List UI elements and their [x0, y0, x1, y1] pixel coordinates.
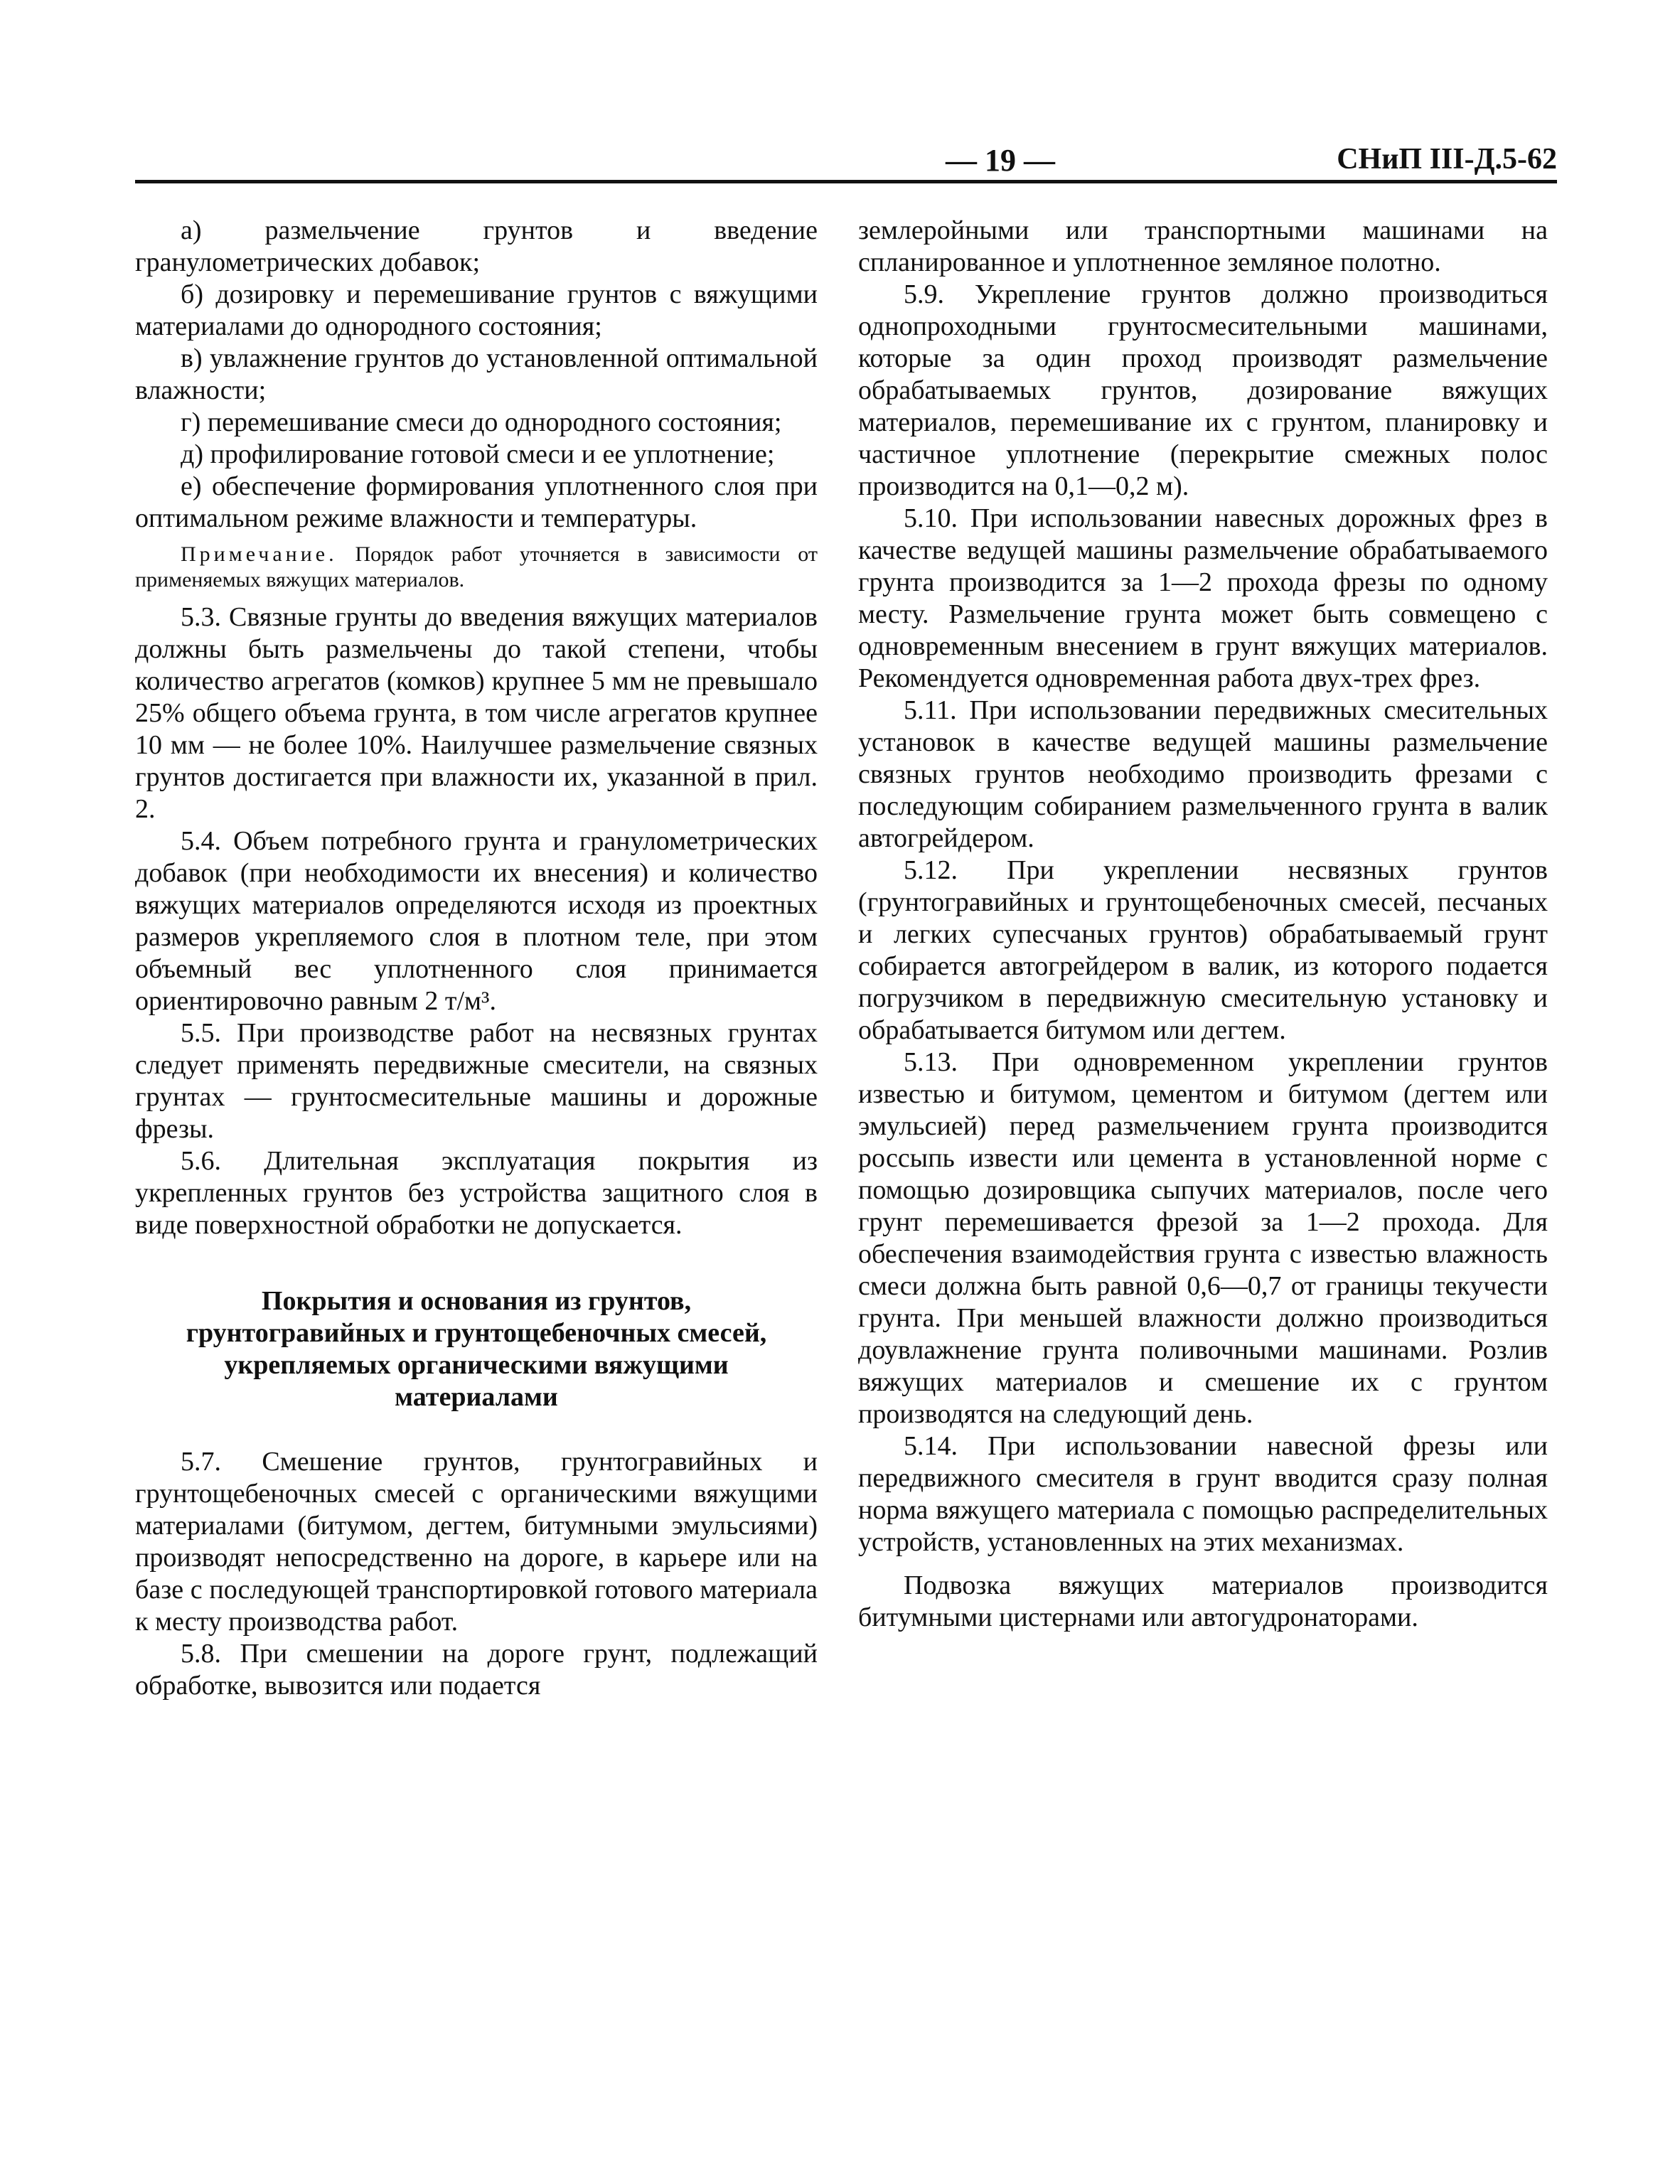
section-title-line: Покрытия и основания из грунтов,	[261, 1286, 692, 1316]
right-column	[858, 215, 1548, 1634]
note-label: Примечание.	[181, 542, 338, 566]
paragraph-5-6: 5.6. Длительная эксплуатация покрытия из укрепленных грунтов без устройства защитного слоя в виде поверхностной обработки не допускается.	[135, 1146, 818, 1240]
page-header	[135, 142, 1557, 185]
paragraph-5-8: 5.8. При смешении на дороге грунт, подлежащий обработке, вывозится или подается	[135, 1639, 818, 1701]
list-item: е) обеспечение формирования уплотненного слоя при оптимальном режиме влажности и температуры.	[135, 471, 818, 533]
list-item: г) перемешивание смеси до однородного состояния;	[181, 407, 782, 437]
section-title-line: укрепляемых органическими вяжущими	[224, 1350, 729, 1380]
list-item: в) увлажнение грунтов до установленной оптимальной влажности;	[135, 343, 818, 405]
paragraph-5-5: 5.5. При производстве работ на несвязных грунтах следует применять передвижные смесители, на связных грунтах — грунтосмесительные машины и дорожные фрезы.	[135, 1018, 818, 1144]
paragraph-5-14: 5.14. При использовании навесной фрезы или передвижного смесителя в грунт вводится сразу полная норма вяжущего материала с помощью распределительных устройств, установленных на этих механизмах.	[858, 1431, 1548, 1557]
paragraph-5-8-continued: землеройными или транспортными машинами на спланированное и уплотненное земляное полотно.	[858, 215, 1548, 277]
left-column	[135, 215, 818, 1702]
list-item: д) профилирование готовой смеси и ее уплотнение;	[181, 439, 775, 469]
header-rule	[135, 180, 1557, 183]
paragraph-5-7: 5.7. Смешение грунтов, грунтогравийных и грунтощебеночных смесей с органическими вяжущими материалами (битумом, дегтем, битумными эмульсиями) производят непосредственно на дороге, в карьере или на базе с последующей транспортировкой готового материала к месту производства работ.	[135, 1447, 818, 1637]
section-title-line: грунтогравийных и грунтощебеночных смесей,	[186, 1318, 767, 1348]
paragraph-5-10: 5.10. При использовании навесных дорожных фрез в качестве ведущей машины размельчение обрабатываемого грунта производится за 1—2 прохода фрезы по одному месту. Размельчение грунта может быть совмещено с одновременным внесением в грунт вяжущих материалов. Рекомендуется одновременная работа двух-трех фрез.	[858, 503, 1548, 693]
page-number: — 19 —	[946, 143, 1055, 178]
list-item: б) дозировку и перемешивание грунтов с вяжущими материалами до однородного состояния;	[135, 279, 818, 341]
paragraph-closing: Подвозка вяжущих материалов производится битумными цистернами или автогудронаторами.	[858, 1570, 1548, 1632]
paragraph-5-12: 5.12. При укреплении несвязных грунтов (грунтогравийных и грунтощебеночных смесей, песчаных и легких супесчаных грунтов) обрабатываемый грунт собирается автогрейдером в валик, из которого подается погрузчиком в передвижную смесительную установку и обрабатывается битумом или дегтем.	[858, 855, 1548, 1045]
document-code: СНиП III-Д.5-62	[1337, 143, 1557, 176]
list-item: а) размельчение грунтов и введение гранулометрических добавок;	[135, 215, 818, 277]
paragraph-5-13: 5.13. При одновременном укреплении грунтов известью и битумом, цементом и битумом (дегтем или эмульсией) перед размельчением грунта производится россыпь извести или цемента в установленной норме с помощью дозировщика сыпучих материалов, после чего грунт перемешивается фрезой за 1—2 прохода. Для обеспечения взаимодействия грунта с известью влажность смеси должна быть равной 0,6—0,7 от границы текучести грунта. При меньшей влажности должно производиться доувлажнение грунта поливочными машинами. Розлив вяжущих материалов и смешение их с грунтом производятся на следующий день.	[858, 1047, 1548, 1429]
note-text: Порядок работ уточняется в зависимости от применяемых вяжущих материалов.	[135, 542, 818, 592]
note	[135, 542, 818, 593]
paragraph-5-3: 5.3. Связные грунты до введения вяжущих материалов должны быть размельчены до такой степени, чтобы количество агрегатов (комков) крупнее 5 мм не превышало 25% общего объема грунта, в том числе агрегатов крупнее 10 мм — не более 10%. Наилучшее размельчение связных грунтов достигается при влажности их, указанной в прил. 2.	[135, 602, 818, 824]
paragraph-5-9: 5.9. Укрепление грунтов должно производиться однопроходными грунтосмесительными машинами, которые за один проход производят размельчение обрабатываемых грунтов, дозирование вяжущих материалов, перемешивание их с грунтом, планировку и частичное уплотнение (перекрытие смежных полос производится на 0,1—0,2 м).	[858, 279, 1548, 501]
section-title-line: материалами	[395, 1382, 558, 1412]
section-title	[135, 1285, 818, 1413]
paragraph-5-4: 5.4. Объем потребного грунта и гранулометрических добавок (при необходимости их внесения) и количество вяжущих материалов определяются исходя из проектных размеров укрепляемого слоя в плотном теле, при этом объемный вес уплотненного слоя принимается ориентировочно равным 2 т/м³.	[135, 826, 818, 1016]
paragraph-5-11: 5.11. При использовании передвижных смесительных установок в качестве ведущей машины размельчение связных грунтов необходимо производить фрезами с последующим собиранием размельченного грунта в валик автогрейдером.	[858, 695, 1548, 853]
